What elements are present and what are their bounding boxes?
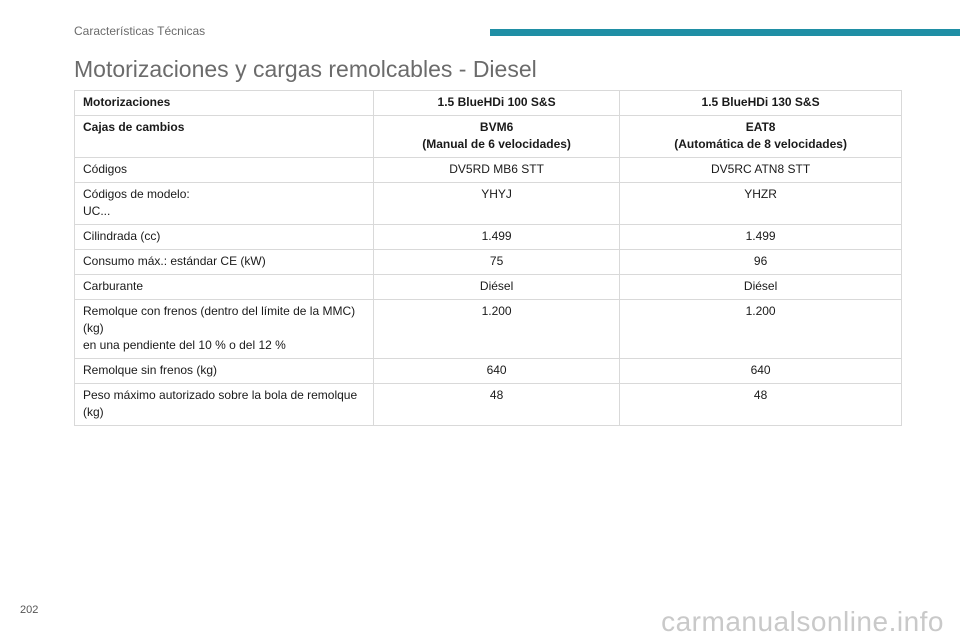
header-accent-bar <box>490 29 960 36</box>
row-label-unbraked-trailer: Remolque sin frenos (kg) <box>75 359 374 384</box>
towball-130-value: 48 <box>620 384 902 426</box>
gearbox-130-cell <box>620 116 902 158</box>
model-codes-100-value: YHYJ <box>374 183 620 225</box>
engine-100-header: 1.5 BlueHDi 100 S&S <box>374 91 620 116</box>
codes-100-value: DV5RD MB6 STT <box>374 158 620 183</box>
row-label-towball <box>75 384 374 426</box>
model-codes-label-line1: Códigos de modelo: <box>83 187 190 201</box>
gearbox-100-desc: (Manual de 6 velocidades) <box>422 137 571 151</box>
row-label-displacement: Cilindrada (cc) <box>75 225 374 250</box>
engine-spec-table <box>74 90 902 426</box>
table-row-engines <box>75 91 902 116</box>
row-label-fuel: Carburante <box>75 275 374 300</box>
braked-trailer-130-value: 1.200 <box>620 300 902 359</box>
engine-130-header: 1.5 BlueHDi 130 S&S <box>620 91 902 116</box>
row-label-braked-trailer <box>75 300 374 359</box>
table-row-towball <box>75 384 902 426</box>
model-codes-label-line2: UC... <box>83 204 111 218</box>
row-label-model-codes <box>75 183 374 225</box>
table-row-codes <box>75 158 902 183</box>
towball-label-line1: Peso máximo autorizado sobre la bola de remolque <box>83 388 358 402</box>
braked-trailer-100-value: 1.200 <box>374 300 620 359</box>
gearbox-100-code: BVM6 <box>479 120 514 134</box>
row-label-power: Consumo máx.: estándar CE (kW) <box>75 250 374 275</box>
unbraked-trailer-100-value: 640 <box>374 359 620 384</box>
displacement-130-value: 1.499 <box>620 225 902 250</box>
braked-trailer-label-line1: Remolque con frenos (dentro del límite de la MMC) <box>83 304 356 318</box>
unbraked-trailer-130-value: 640 <box>620 359 902 384</box>
power-100-value: 75 <box>374 250 620 275</box>
table-row-braked-trailer <box>75 300 902 359</box>
towball-100-value: 48 <box>374 384 620 426</box>
displacement-100-value: 1.499 <box>374 225 620 250</box>
section-label: Características Técnicas <box>74 24 206 38</box>
table-row-displacement <box>75 225 902 250</box>
table-row-model-codes <box>75 183 902 225</box>
gearbox-130-desc: (Automática de 8 velocidades) <box>674 137 847 151</box>
braked-trailer-label-line2: (kg) <box>83 321 104 335</box>
row-label-gearbox: Cajas de cambios <box>75 116 374 158</box>
towball-label-line2: (kg) <box>83 405 104 419</box>
table-row-power <box>75 250 902 275</box>
row-label-engines: Motorizaciones <box>75 91 374 116</box>
fuel-130-value: Diésel <box>620 275 902 300</box>
codes-130-value: DV5RC ATN8 STT <box>620 158 902 183</box>
fuel-100-value: Diésel <box>374 275 620 300</box>
page-title: Motorizaciones y cargas remolcables - Diesel <box>74 56 537 82</box>
page-number: 202 <box>20 604 39 616</box>
table-row-gearbox <box>75 116 902 158</box>
power-130-value: 96 <box>620 250 902 275</box>
table-row-unbraked-trailer <box>75 359 902 384</box>
model-codes-130-value: YHZR <box>620 183 902 225</box>
gearbox-100-cell <box>374 116 620 158</box>
braked-trailer-label-line3: en una pendiente del 10 % o del 12 % <box>83 338 286 352</box>
table-row-fuel <box>75 275 902 300</box>
row-label-codes: Códigos <box>75 158 374 183</box>
gearbox-130-code: EAT8 <box>745 120 776 134</box>
watermark-text: carmanualsonline.info <box>661 606 944 637</box>
